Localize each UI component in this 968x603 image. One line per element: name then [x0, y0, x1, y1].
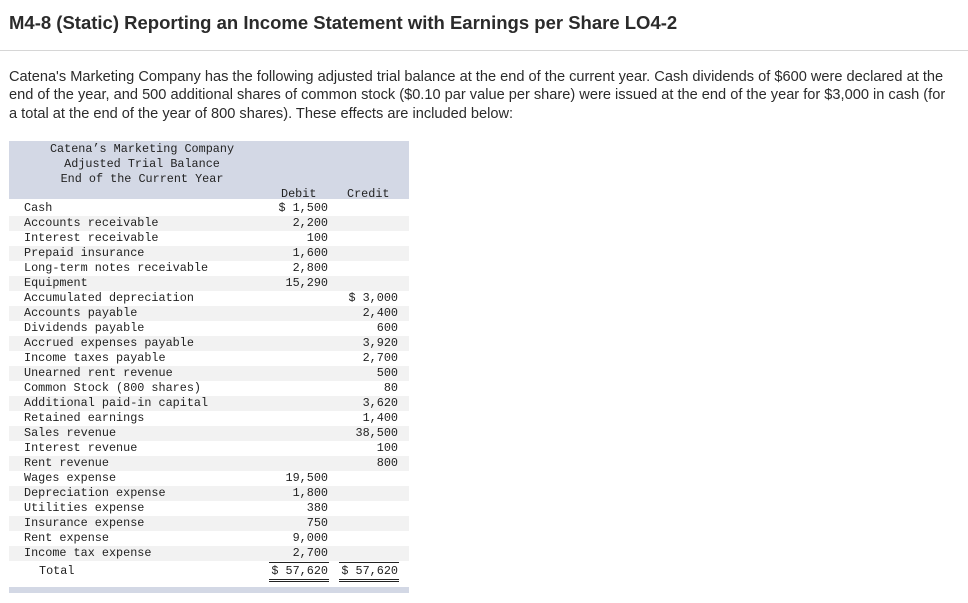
table-row — [9, 381, 409, 396]
account-name: Accounts payable — [24, 306, 138, 320]
debit-amount: 380 — [306, 501, 328, 515]
debit-column-header: Debit — [281, 187, 317, 201]
account-name: Interest receivable — [24, 231, 159, 245]
debit-amount: 9,000 — [292, 531, 328, 545]
table-row — [9, 216, 409, 231]
credit-column-header: Credit — [347, 187, 390, 201]
debit-amount: 2,800 — [292, 261, 328, 275]
table-row — [9, 426, 409, 441]
table-row — [9, 201, 409, 216]
account-name: Equipment — [24, 276, 88, 290]
debit-amount: 2,200 — [292, 216, 328, 230]
account-name: Wages expense — [24, 471, 117, 485]
credit-subtotal-rule — [339, 562, 399, 563]
debit-amount: 750 — [306, 516, 328, 530]
table-row — [9, 486, 409, 501]
table-row — [9, 456, 409, 471]
account-name: Depreciation expense — [24, 486, 166, 500]
account-name: Prepaid insurance — [24, 246, 145, 260]
table-row — [9, 441, 409, 456]
account-name: Dividends payable — [24, 321, 145, 335]
debit-amount: 15,290 — [285, 276, 328, 290]
total-row — [9, 564, 409, 579]
account-name: Interest revenue — [24, 441, 138, 455]
credit-amount: 3,620 — [362, 396, 398, 410]
debit-amount: 19,500 — [285, 471, 328, 485]
debit-amount: 2,700 — [292, 546, 328, 560]
account-name: Rent expense — [24, 531, 109, 545]
account-name: Cash — [24, 201, 53, 215]
table-row — [9, 531, 409, 546]
table-row — [9, 396, 409, 411]
table-row — [9, 336, 409, 351]
account-name: Unearned rent revenue — [24, 366, 173, 380]
table-row — [9, 291, 409, 306]
debit-amount: 1,600 — [292, 246, 328, 260]
credit-amount: $ 3,000 — [348, 291, 398, 305]
table-row — [9, 546, 409, 561]
account-name: Common Stock (800 shares) — [24, 381, 201, 395]
credit-amount: 600 — [376, 321, 398, 335]
account-name: Accounts receivable — [24, 216, 159, 230]
credit-amount: 3,920 — [362, 336, 398, 350]
table-row — [9, 231, 409, 246]
credit-amount: 500 — [376, 366, 398, 380]
total-label: Total — [39, 564, 75, 578]
table-row — [9, 351, 409, 366]
credit-total-double-rule — [339, 579, 399, 582]
account-name: Accumulated depreciation — [24, 291, 194, 305]
account-name: Income tax expense — [24, 546, 152, 560]
page-title: M4-8 (Static) Reporting an Income Statement with Earnings per Share LO4-2 — [9, 12, 678, 33]
trial-balance-header — [9, 141, 409, 199]
table-row — [9, 306, 409, 321]
debit-subtotal-rule — [269, 562, 329, 563]
credit-amount: 38,500 — [355, 426, 398, 440]
account-name: Insurance expense — [24, 516, 145, 530]
problem-intro-text: Catena's Marketing Company has the following adjusted trial balance at the end of the current year. Cash dividends of $600 were declared at the end of the year, and 500 additional shares of common stock ($0.10 par value per share) were issued at the end of the year for $3,000 in cash (for a total at the end of the year of 800 shares). These effects are included below: — [9, 69, 946, 122]
table-row — [9, 261, 409, 276]
trial-balance-table — [9, 141, 409, 593]
table-row — [9, 471, 409, 486]
account-name: Long-term notes receivable — [24, 261, 209, 275]
account-name: Additional paid-in capital — [24, 396, 209, 410]
debit-total: $ 57,620 — [271, 564, 328, 578]
credit-amount: 2,400 — [362, 306, 398, 320]
company-name: Catena’s Marketing Company — [49, 142, 235, 156]
table-row — [9, 516, 409, 531]
table-row — [9, 411, 409, 426]
table-row — [9, 246, 409, 261]
credit-total: $ 57,620 — [341, 564, 398, 578]
credit-amount: 2,700 — [362, 351, 398, 365]
table-row — [9, 366, 409, 381]
table-footer-bar — [9, 587, 409, 593]
table-row — [9, 321, 409, 336]
statement-period: End of the Current Year — [60, 172, 224, 186]
account-name: Income taxes payable — [24, 351, 166, 365]
statement-name: Adjusted Trial Balance — [64, 157, 220, 171]
debit-total-double-rule — [269, 579, 329, 582]
credit-amount: 80 — [383, 381, 398, 395]
table-row — [9, 276, 409, 291]
account-name: Retained earnings — [24, 411, 145, 425]
debit-amount: 1,800 — [292, 486, 328, 500]
account-name: Sales revenue — [24, 426, 117, 440]
account-name: Accrued expenses payable — [24, 336, 194, 350]
credit-amount: 1,400 — [362, 411, 398, 425]
credit-amount: 800 — [376, 456, 398, 470]
title-divider — [0, 50, 968, 51]
account-name: Rent revenue — [24, 456, 109, 470]
table-row — [9, 501, 409, 516]
debit-amount: $ 1,500 — [278, 201, 328, 215]
credit-amount: 100 — [376, 441, 398, 455]
account-name: Utilities expense — [24, 501, 145, 515]
debit-amount: 100 — [306, 231, 328, 245]
